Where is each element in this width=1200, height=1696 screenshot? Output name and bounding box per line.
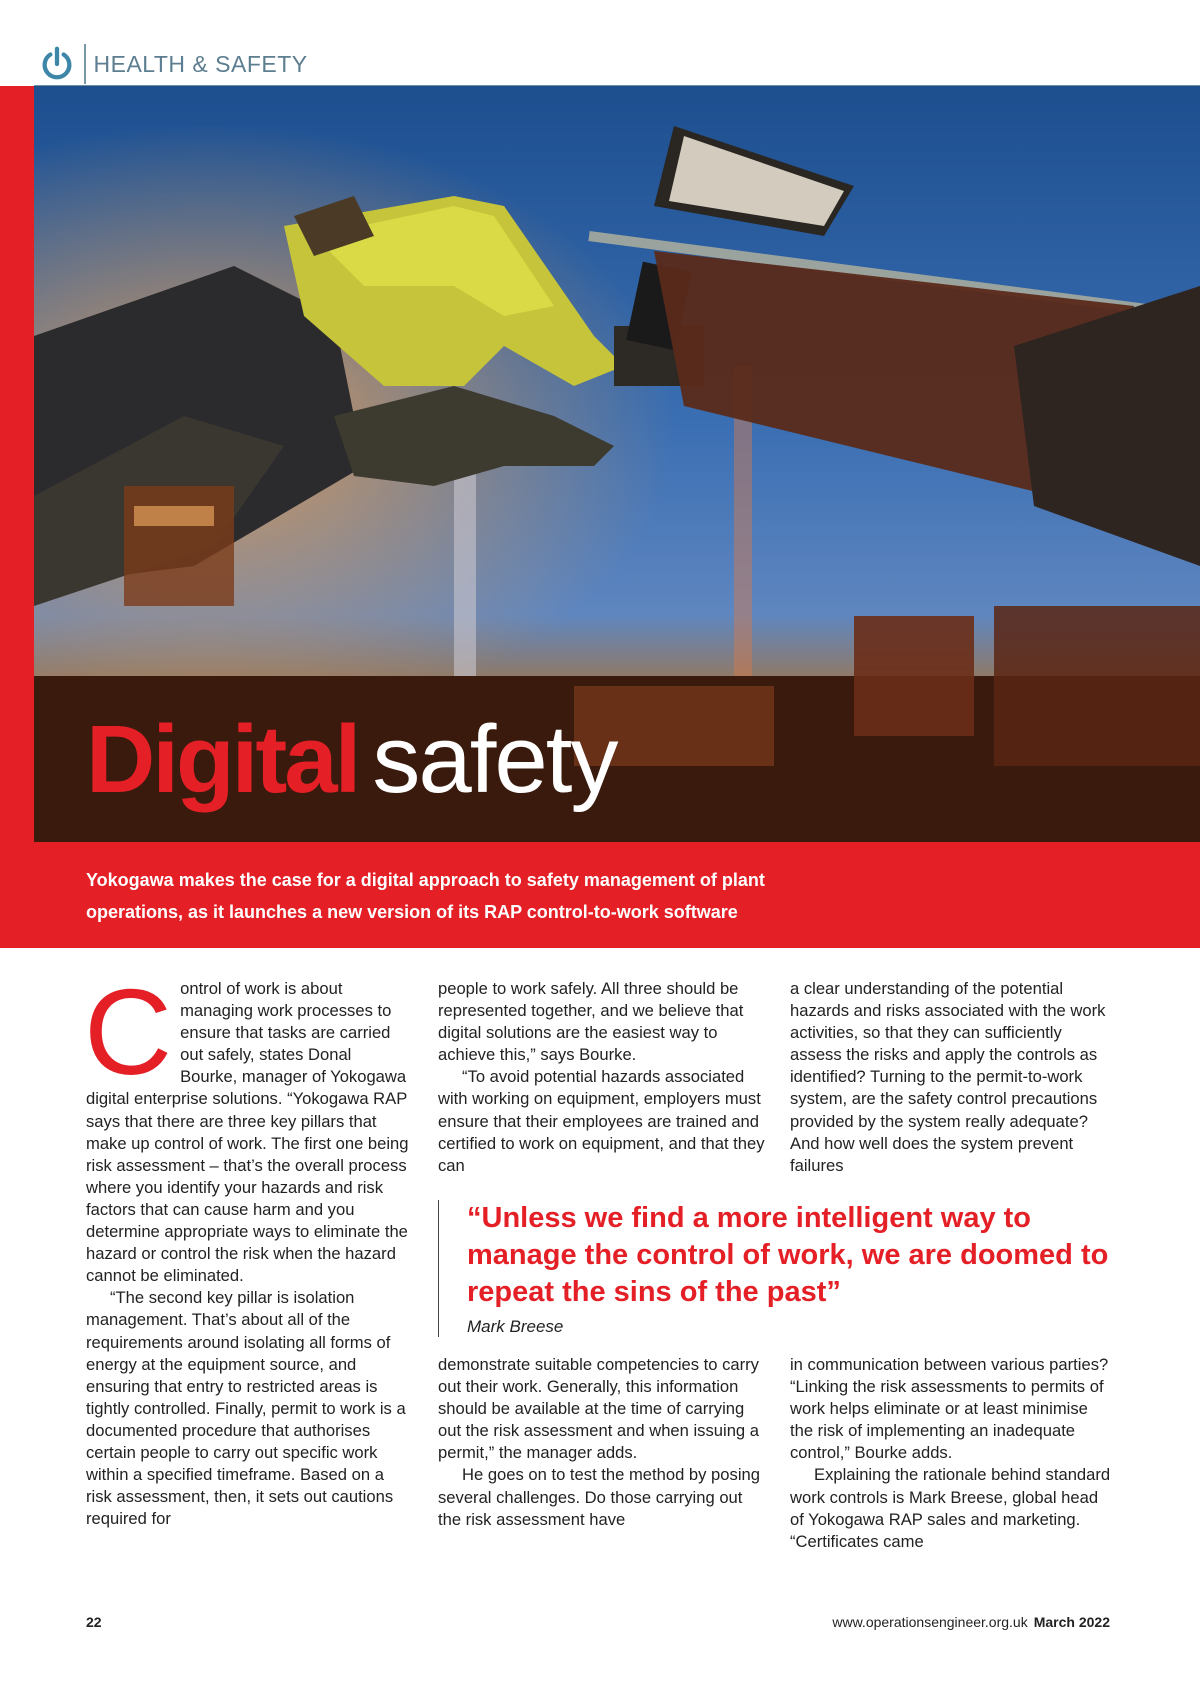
column-2-top xyxy=(438,978,768,1177)
section-label: HEALTH & SAFETY xyxy=(93,50,308,77)
title-light: safety xyxy=(372,706,617,813)
standfirst-text: Yokogawa makes the case for a digital approach to safety management of plant operations, as it launches a new version of its RAP control-to-work software xyxy=(86,870,765,922)
article-title xyxy=(86,706,617,813)
paragraph: people to work safely. All three should be represented together, and we believe that digital solutions are the easiest way to achieve this,” says Bourke. xyxy=(438,979,744,1065)
column-3-top xyxy=(790,978,1112,1177)
column-2-bottom xyxy=(438,1354,768,1531)
red-accent-strip xyxy=(0,86,34,948)
header-divider xyxy=(84,44,86,84)
paragraph: He goes on to test the method by posing several challenges. Do those carrying out the risk assessment have xyxy=(438,1465,760,1529)
column-3-bottom xyxy=(790,1354,1112,1553)
issue-date: March 2022 xyxy=(1033,1614,1110,1630)
website-link[interactable]: www.operationsengineer.org.uk xyxy=(832,1614,1028,1630)
paragraph: demonstrate suitable competencies to carry out their work. Generally, this information should be available at the time of carrying out the risk assessment and when issuing a permit,” the manager adds. xyxy=(438,1355,759,1463)
page-number: 22 xyxy=(86,1614,102,1630)
footer-info xyxy=(832,1614,1110,1630)
section-header xyxy=(38,44,308,84)
drop-cap: C xyxy=(84,964,173,1100)
power-icon xyxy=(38,45,76,83)
pull-quote-text: “Unless we find a more intelligent way to manage the control of work, we are doomed to repeat the sins of the past” xyxy=(467,1202,1109,1308)
paragraph: “The second key pillar is isolation management. That’s about all of the requirements around isolating all forms of energy at the equipment source, and ensuring that entry to restricted areas is tightly controlled. Finally, permit to work is a documented procedure that authorises certain people to carry out specific work within a specified timeframe. Based on a risk assessment, then, it sets out cautions required for xyxy=(86,1288,406,1529)
paragraph: ontrol of work is about managing work processes to ensure that tasks are carried out safely, states Donal Bourke, manager of Yokogawa digital enterprise solutions. “Yokogawa RAP says that there are three key pillars that make up control of work. The first one being risk assessment – that’s the overall process where you identify your hazards and risk factors that can cause harm and you determine appropriate ways to eliminate the hazard or control the risk when the hazard cannot be eliminated. xyxy=(86,979,409,1286)
column-1 xyxy=(84,964,410,1530)
paragraph: in communication between various parties? “Linking the risk assessments to permits of work helps eliminate or at least minimise the risk of implementing an inadequate control,” Bourke adds. xyxy=(790,1355,1109,1463)
pull-quote-attribution: Mark Breese xyxy=(467,1317,564,1336)
standfirst-banner xyxy=(0,842,1200,948)
title-bold: Digital xyxy=(86,706,359,813)
paragraph: Explaining the rationale behind standard work controls is Mark Breese, global head of Yokogawa RAP sales and marketing. “Certificates came xyxy=(790,1465,1111,1551)
paragraph: a clear understanding of the potential hazards and risks associated with the work activities, so that they can sufficiently assess the risks and apply the controls as identified? Turning to the permit-to-work system, are the safety control precautions provided by the system really adequate? And how well does the system prevent failures xyxy=(790,979,1106,1175)
pull-quote xyxy=(438,1200,1147,1337)
paragraph: “To avoid potential hazards associated with working on equipment, employers must ensure that their employees are trained and certified to work on equipment, and that they can xyxy=(438,1067,765,1175)
